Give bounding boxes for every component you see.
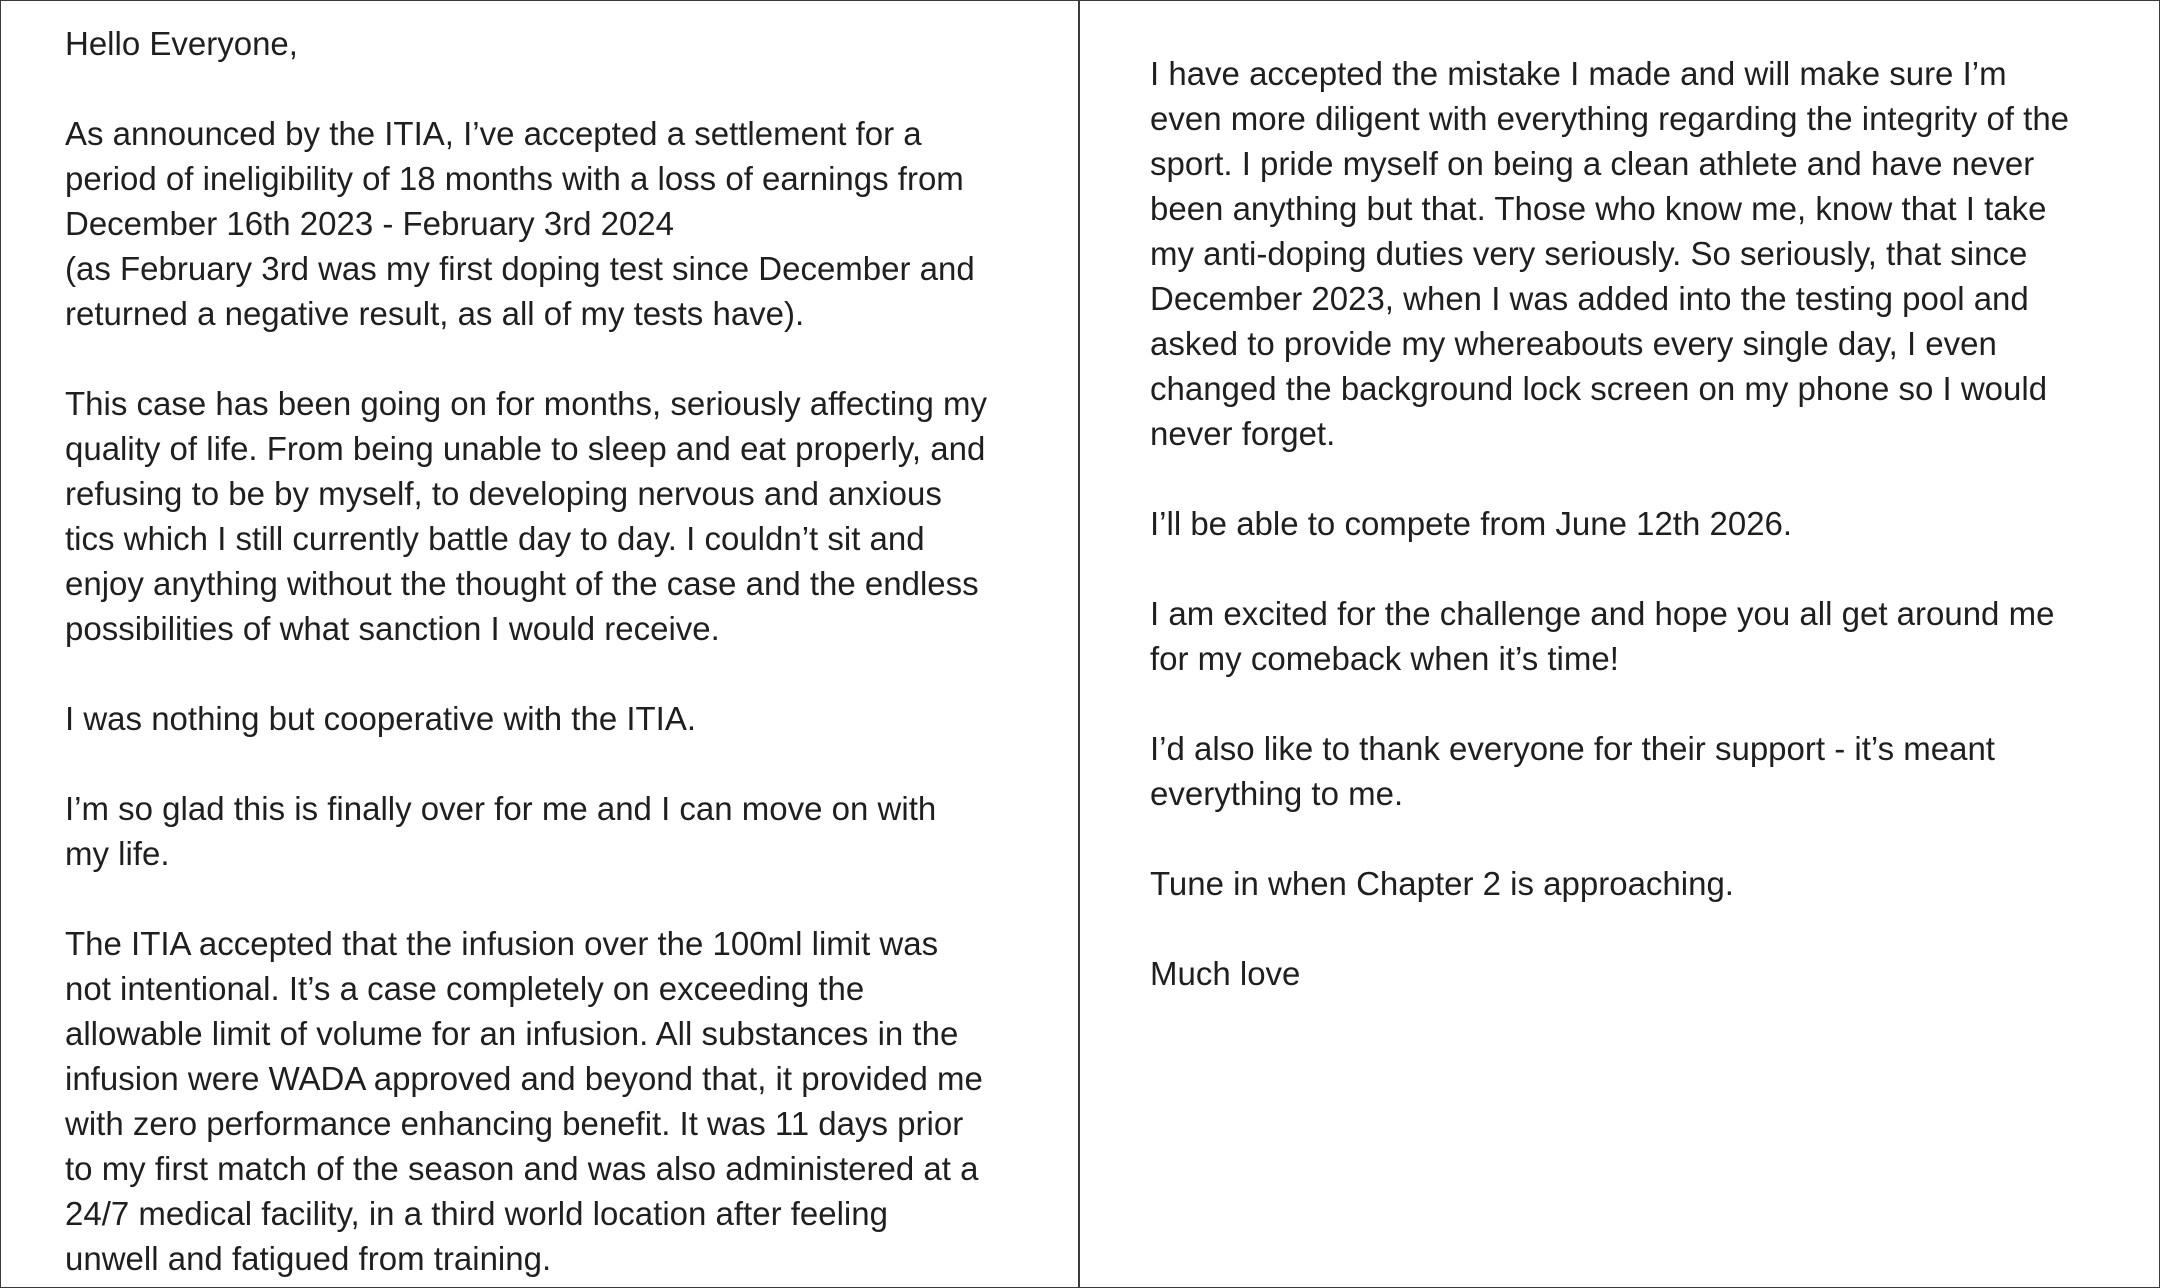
right-column: [1080, 1, 2159, 1287]
accountability-paragraph: I have accepted the mistake I made and will make sure I’m even more diligent with everything regarding the integrity of the sport. I pride myself on being a clean athlete and have never been anything but that. Those who know me, know that I take my anti-doping duties very seriously. So seriously, that since December 2023, when I was added into the testing pool and asked to provide my whereabouts every single day, I even changed the background lock screen on my phone so I would never forget.: [1150, 55, 2070, 452]
left-column: [1, 1, 1080, 1287]
infusion-paragraph: The ITIA accepted that the infusion over the 100ml limit was not intentional. It’s a case completely on exceeding the allowable limit of volume for an infusion. All substances in the infusion were WADA approved and beyond that, it provided me with zero performance enhancing benefit. It was 11 days prior to my first match of the season and was also administered at a 24/7 medical facility, in a third world location after feeling unwell and fatigued from training.: [65, 925, 983, 1277]
impact-paragraph: This case has been going on for months, seriously affecting my quality of life. From being unable to sleep and eat properly, and refusing to be by myself, to developing nervous and anxious tics which I still currently battle day to day. I couldn’t sit and enjoy anything without the thought of the case and the endless possibilities of what sanction I would receive.: [65, 385, 988, 647]
settlement-paragraph: As announced by the ITIA, I’ve accepted a settlement for a period of ineligibility of 18 months with a loss of earnings from December 16th 2023 - February 3rd 2024 (as February 3rd was my first doping test since December and returned a negative result, as all of my tests have).: [65, 115, 975, 332]
chapter-paragraph: Tune in when Chapter 2 is approaching.: [1150, 865, 1734, 902]
signoff-paragraph: Much love: [1150, 955, 1301, 992]
cooperation-paragraph: I was nothing but cooperative with the ITIA.: [65, 700, 697, 737]
return-date-paragraph: I’ll be able to compete from June 12th 2026.: [1150, 505, 1793, 542]
relief-paragraph: I’m so glad this is finally over for me and I can move on with my life.: [65, 790, 937, 872]
excitement-paragraph: I am excited for the challenge and hope you all get around me for my comeback when it’s time!: [1150, 595, 2055, 677]
thanks-paragraph: I’d also like to thank everyone for their support - it’s meant everything to me.: [1150, 730, 1995, 812]
greeting-paragraph: Hello Everyone,: [65, 25, 298, 62]
